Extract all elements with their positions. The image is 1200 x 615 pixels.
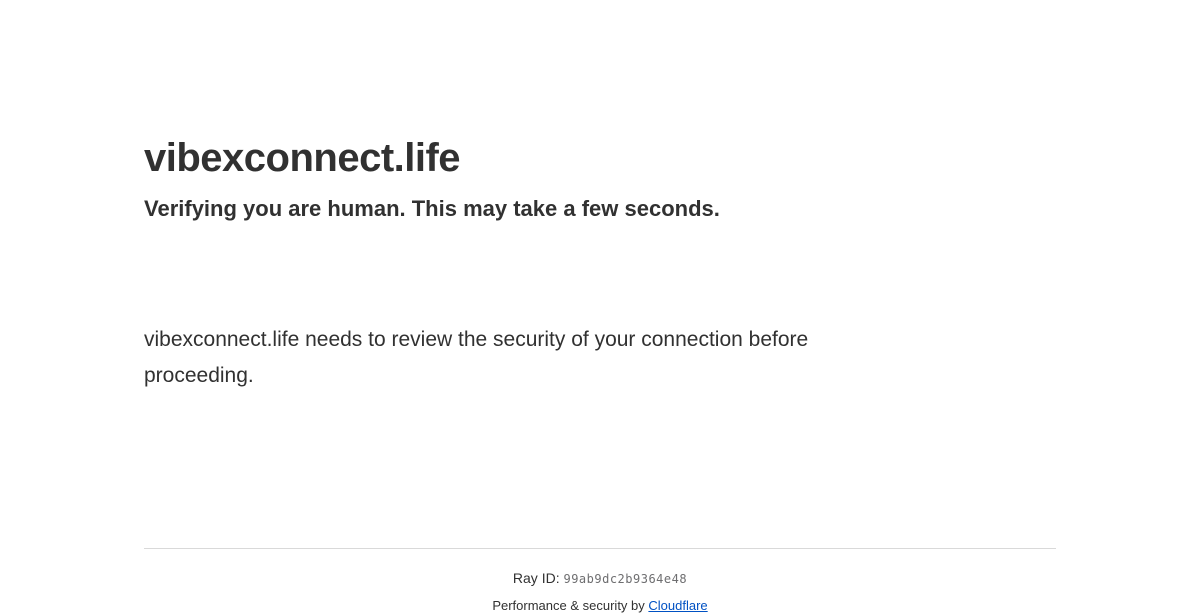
ray-id-label: Ray ID: — [512, 570, 560, 586]
cloudflare-link[interactable]: Cloudflare — [648, 598, 708, 613]
core-message-line1: vibexconnect.life needs to review the security of your connection before — [144, 328, 809, 351]
main-content — [120, 0, 1080, 394]
ray-id-value: 99ab9dc2b9364e48 — [563, 572, 688, 586]
core-message-line2: proceeding. — [144, 364, 254, 387]
attribution-text: Performance & security by — [492, 598, 645, 613]
footer — [144, 548, 1056, 615]
ray-id — [144, 569, 1056, 589]
challenge-widget-area — [144, 224, 1056, 322]
challenge-status-heading: Verifying you are human. This may take a few seconds. — [144, 196, 720, 221]
core-message — [144, 322, 1056, 394]
page-title: vibexconnect.life — [144, 136, 461, 180]
